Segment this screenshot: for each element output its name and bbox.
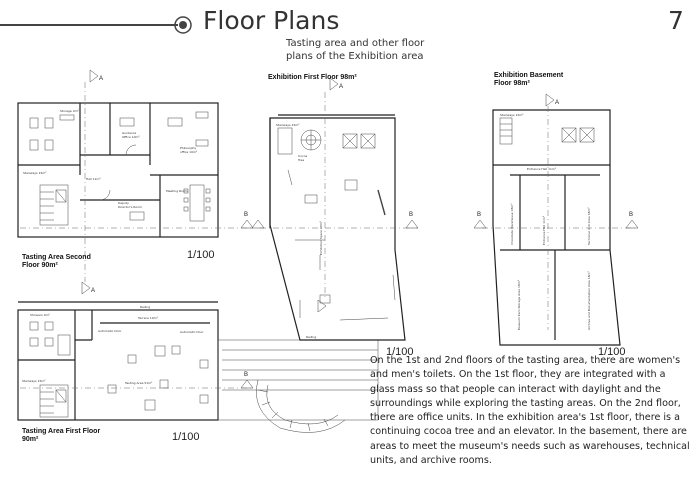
svg-text:Exhibition Space 60m²: Exhibition Space 60m² (319, 221, 323, 255)
scale-exhibition-basement: 1/100 (598, 346, 626, 358)
svg-text:Storage 4m²: Storage 4m² (60, 109, 79, 113)
svg-text:Tasting Area 51m²: Tasting Area 51m² (125, 381, 153, 385)
scale-tasting-first: 1/100 (172, 431, 200, 443)
svg-text:Automatic Door: Automatic Door (180, 330, 204, 334)
svg-text:Museum Item Storage Area 18m²: Museum Item Storage Area 18m² (517, 280, 521, 330)
scale-tasting-second: 1/100 (187, 249, 215, 261)
svg-text:office 10m²: office 10m² (180, 150, 198, 154)
svg-text:B: B (409, 212, 414, 218)
svg-text:Guidance: Guidance (122, 131, 137, 135)
svg-text:B: B (629, 212, 634, 218)
plan-exhibition-first-floor (252, 78, 418, 340)
label-tasting-first-floor: Tasting Area First Floor 90m² (22, 428, 101, 443)
svg-text:Showers 4m²: Showers 4m² (30, 313, 50, 317)
svg-text:Stairways 15m²: Stairways 15m² (23, 171, 47, 175)
svg-text:Railing: Railing (140, 305, 151, 309)
plan-tasting-first-floor (18, 302, 378, 433)
svg-text:Entrance Hall 11m²: Entrance Hall 11m² (527, 167, 557, 171)
svg-text:Archive and Documentation Area: Archive and Documentation Area 18m² (587, 271, 591, 330)
svg-text:Entrance Hall 11m²: Entrance Hall 11m² (542, 215, 546, 245)
svg-text:A: A (99, 76, 104, 82)
svg-text:Stairways 15m²: Stairways 15m² (500, 113, 524, 117)
svg-text:A: A (339, 84, 344, 90)
svg-text:Cocoa: Cocoa (298, 154, 308, 158)
svg-text:B: B (244, 212, 249, 218)
svg-text:A: A (555, 100, 560, 106)
svg-text:Deputy: Deputy (118, 201, 129, 205)
svg-text:Office 10m²: Office 10m² (122, 135, 140, 139)
scale-exhibition-first: 1/100 (386, 346, 414, 358)
label-exhibition-first-floor: Exhibition First Floor 98m² (268, 74, 357, 81)
svg-text:Automatic Door: Automatic Door (98, 329, 122, 333)
page-title: Floor Plans (203, 6, 340, 35)
svg-text:Hall 11m²: Hall 11m² (86, 177, 101, 181)
svg-text:Railing: Railing (306, 335, 317, 339)
svg-text:Chocolate Warehouse 18m²: Chocolate Warehouse 18m² (510, 203, 514, 245)
label-tasting-second-floor: Tasting Area Second Floor 90m² (22, 254, 91, 269)
svg-text:Stairways 15m²: Stairways 15m² (22, 379, 46, 383)
svg-text:Stairways 15m²: Stairways 15m² (276, 123, 300, 127)
svg-text:Philosophy: Philosophy (180, 146, 197, 150)
page-subtitle: Tasting area and other floor plans of the Exhibition area (286, 38, 425, 62)
label-exhibition-basement: Exhibition Basement Floor 98m² (494, 72, 564, 87)
svg-text:B: B (477, 212, 482, 218)
description-text: On the 1st and 2nd floors of the tasting area, there are women's and men's toilets. On the 1st floor, they are integrated with a glass mass so that people can interact with daylight and the surroundings while exploring the tasting areas. On the 2nd floor, there are office units. In the exhibition area's 1st floor, there is a continuing cocoa tree and an elevator. In the basement, there are areas to meet the museum's needs such as warehouses, technical units, and archive rooms. (370, 355, 690, 467)
svg-text:Tree: Tree (298, 158, 305, 162)
svg-text:Technical Unit Area 18m²: Technical Unit Area 18m² (587, 207, 591, 245)
tasting-tables (108, 346, 208, 410)
svg-text:Director's Room: Director's Room (118, 205, 142, 209)
svg-text:Meeting Room: Meeting Room (166, 189, 188, 193)
svg-text:B: B (244, 372, 249, 378)
title-bullet-icon (175, 17, 191, 33)
page-number: 7 (668, 6, 684, 35)
svg-text:Terrace 10m²: Terrace 10m² (138, 316, 158, 320)
plan-exhibition-basement (474, 94, 638, 345)
svg-text:A: A (91, 288, 96, 294)
